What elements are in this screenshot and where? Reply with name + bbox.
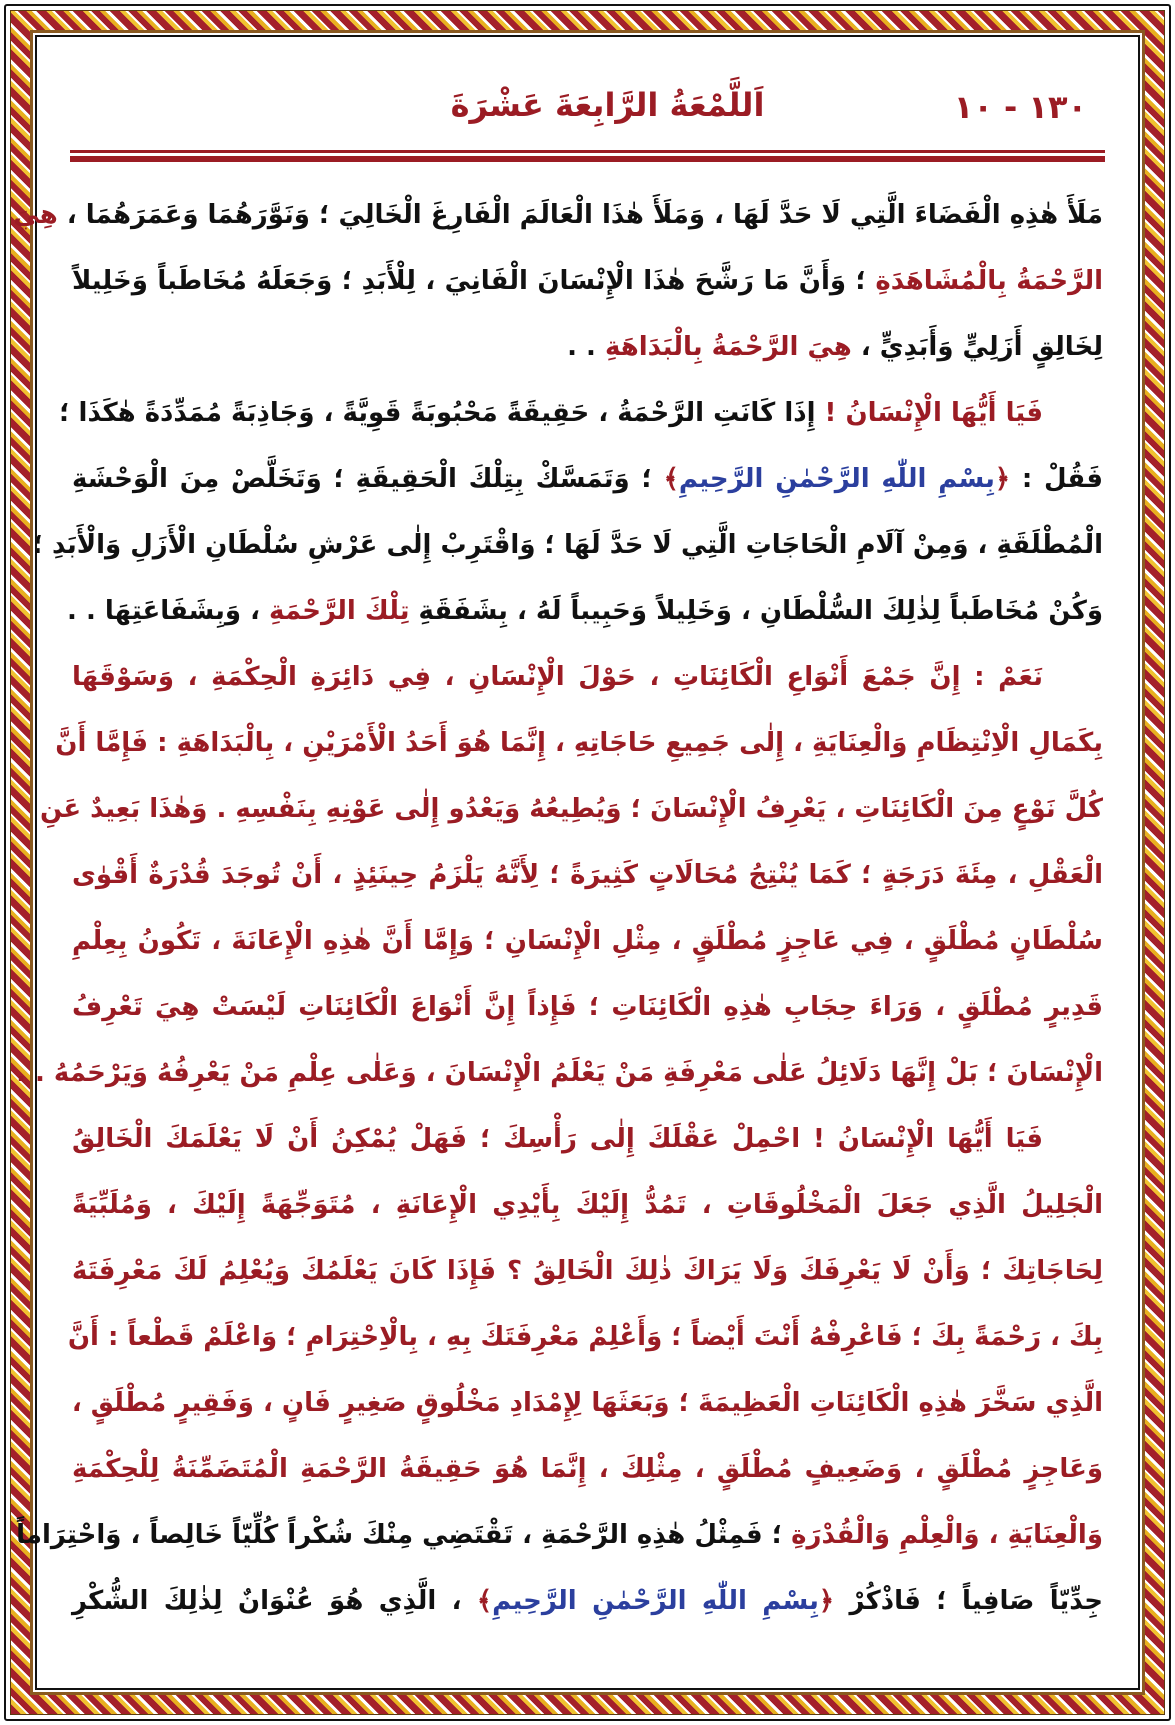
text-line	[72, 1568, 1103, 1634]
text-line	[72, 974, 1103, 1040]
text-line	[72, 1106, 1103, 1172]
text-line	[16, 1040, 1103, 1106]
highlighted-text: كُلَّ نَوْعٍ مِنَ الْكَائِنَاتِ ، يَعْرِفُ الْإِنْسَانَ ؛ وَيُطِيعُهُ وَيَعْدُو إِلٰى عَوْنِهِ بِنَفْسِهِ . وَهٰذَا بَعِيدٌ عَنِ	[39, 794, 1103, 824]
text-line	[72, 1436, 1103, 1502]
ornament-bracket: ﴿	[818, 1586, 835, 1616]
text-line	[39, 776, 1103, 842]
body-text: الْمُطْلَقَةِ ، وَمِنْ آلَامِ الْحَاجَاتِ الَّتِي لَا حَدَّ لَهَا ؛ وَاقْتَرِبْ إِلٰى عَرْشِ سُلْطَانِ الْأَزَلِ وَالْأَبَدِ ؛	[32, 530, 1103, 560]
highlighted-text: فَيَا أَيُّهَا الْإِنْسَانُ !	[815, 398, 1043, 428]
basmala-text: بِسْمِ اللّٰهِ الرَّحْمٰنِ الرَّحِيمِ	[678, 464, 995, 494]
body-text: جِدِّيّاً صَافِياً ؛ فَاذْكُرْ	[834, 1586, 1103, 1616]
text-line	[72, 314, 1103, 380]
text-line	[55, 710, 1103, 776]
ornament-bracket: ﴾	[663, 464, 679, 494]
highlighted-text: قَدِيرٍ مُطْلَقٍ ، وَرَاءَ حِجَابِ هٰذِهِ الْكَائِنَاتِ ؛ فَإِذاً إِنَّ أَنْوَاعَ الْكَائِنَاتِ لَيْسَتْ هِيَ تَعْرِفُ	[72, 992, 1103, 1022]
body-text: ؛ وَتَمَسَّكْ بِتِلْكَ الْحَقِيقَةِ ؛ وَتَخَلَّصْ مِنَ الْوَحْشَةِ	[72, 464, 664, 494]
text-line	[67, 578, 1103, 644]
text-line	[72, 248, 1103, 314]
highlighted-text: الرَّحْمَةُ بِالْمُشَاهَدَةِ	[865, 266, 1103, 296]
highlighted-text: سُلْطَانٍ مُطْلَقٍ ، فِي عَاجِزٍ مُطْلَقٍ ، مِثْلِ الْإِنْسَانِ ؛ وَإِمَّا أَنَّ هٰذِهِ الْإِعَانَةَ ، تَكُونُ بِعِلْمِ	[72, 926, 1103, 956]
text-line	[72, 842, 1103, 908]
text-line	[67, 1304, 1103, 1370]
highlighted-text: الْإِنْسَانَ ؛ بَلْ إِنَّهَا دَلَائِلُ عَلٰى مَعْرِفَةِ مَنْ يَعْلَمُ الْإِنْسَانَ ، وَعَلٰى عِلْمِ مَنْ يَعْرِفُهُ وَيَرْحَمُهُ . .	[16, 1058, 1103, 1088]
highlighted-text: هِيَ الرَّحْمَةُ بِالْبَدَاهَةِ	[595, 332, 852, 362]
text-line	[59, 380, 1103, 446]
highlighted-text: لِحَاجَاتِكَ ؛ وَأَنْ لَا يَعْرِفَكَ وَلَا يَرَاكَ ذٰلِكَ الْخَالِقُ ؟ فَإِذَا كَانَ يَعْلَمُكَ وَيُعْلِمُ لَكَ مَعْرِفَتَهُ	[72, 1256, 1103, 1286]
text-line	[72, 908, 1103, 974]
body-text: ؛ فَمِثْلُ هٰذِهِ الرَّحْمَةِ ، تَقْتَضِي مِنْكَ شُكْراً كُلِّيّاً خَالِصاً ، وَاحْتِرَاماً	[16, 1520, 783, 1550]
page-header	[70, 80, 1105, 140]
highlighted-text: الْعَقْلِ ، مِئَةَ دَرَجَةٍ ؛ كَمَا يُنْتِجُ مُحَالَاتٍ كَثِيرَةً ؛ لِأَنَّهُ يَلْزَمُ حِينَئِذٍ ، أَنْ تُوجَدَ قُدْرَةٌ أَقْوٰى	[72, 860, 1103, 890]
text-line	[72, 446, 1103, 512]
ornament-bracket: ﴿	[994, 464, 1011, 494]
body-text: وَكُنْ مُخَاطَباً لِذٰلِكَ السُّلْطَانِ ، وَخَلِيلاً وَحَبِيباً لَهُ ، بِشَفَقَةِ	[409, 596, 1103, 626]
text-line	[32, 512, 1103, 578]
section-title: اَللَّمْعَةُ الرَّابِعَةَ عَشْرَةَ	[450, 86, 765, 124]
page-body-text	[13, 182, 1103, 1634]
body-text: . .	[567, 332, 596, 362]
body-text: ؛ وَأَنَّ مَا رَشَّحَ هٰذَا الْإِنْسَانَ الْفَانِيَ ، لِلْأَبَدِ ؛ وَجَعَلَهُ مُخَاطَباً وَخَلِيلاً	[72, 266, 866, 296]
body-text: ، الَّذِي هُوَ عُنْوَانٌ لِذٰلِكَ الشُّكْرِ	[72, 1586, 477, 1616]
text-line	[72, 1172, 1103, 1238]
body-text: فَقُلْ :	[1010, 464, 1103, 494]
highlighted-text: الَّذِي سَخَّرَ هٰذِهِ الْكَائِنَاتِ الْعَظِيمَةَ ؛ وَبَعَثَهَا لِإِمْدَادِ مَخْلُوقٍ صَغِيرٍ فَانٍ ، وَفَقِيرٍ مُطْلَقٍ ،	[71, 1388, 1103, 1418]
text-line	[72, 644, 1103, 710]
text-line	[72, 1370, 1103, 1436]
page-number: ١٣٠ - ١٠	[953, 88, 1087, 126]
highlighted-text: الْجَلِيلُ الَّذِي جَعَلَ الْمَخْلُوقَاتِ ، تَمُدُّ إِلَيْكَ بِأَيْدِي الْإِعَانَةِ ، مُتَوَجِّهَةً إِلَيْكَ ، وَمُلَبِّيَةً	[72, 1190, 1103, 1220]
highlighted-text: وَالْعِنَايَةِ ، وَالْعِلْمِ وَالْقُدْرَةِ	[782, 1520, 1103, 1550]
highlighted-text: فَيَا أَيُّهَا الْإِنْسَانُ ! احْمِلْ عَقْلَكَ إِلٰى رَأْسِكَ ؛ فَهَلْ يُمْكِنُ أَنْ لَا يَعْلَمَكَ الْخَالِقُ	[72, 1124, 1043, 1154]
body-text: إِذَا كَانَتِ الرَّحْمَةُ ، حَقِيقَةً مَحْبُوبَةً قَوِيَّةً ، وَجَاذِبَةً مُمَدِّدَةً هٰكَذَا ؛	[59, 398, 816, 428]
text-line	[72, 1238, 1103, 1304]
highlighted-text: نَعَمْ : إِنَّ جَمْعَ أَنْوَاعِ الْكَائِنَاتِ ، حَوْلَ الْإِنْسَانِ ، فِي دَائِرَةِ الْحِكْمَةِ ، وَسَوْقَهَا	[72, 662, 1043, 692]
body-text: لِخَالِقٍ أَزَلِيٍّ وَأَبَدِيٍّ ،	[851, 332, 1103, 362]
highlighted-text: بِكَ ، رَحْمَةً بِكَ ؛ فَاعْرِفْهُ أَنْتَ أَيْضاً ؛ وَأَعْلِمْ مَعْرِفَتَكَ بِهِ ، بِالْاِحْتِرَامِ ؛ وَاعْلَمْ قَطْعاً : أَنَّ	[67, 1322, 1103, 1352]
highlighted-text: وَعَاجِزٍ مُطْلَقٍ ، وَضَعِيفٍ مُطْلَقٍ ، مِثْلِكَ ، إِنَّمَا هُوَ حَقِيقَةُ الرَّحْمَةِ الْمُتَضَمِّنَةُ لِلْحِكْمَةِ	[72, 1454, 1103, 1484]
highlighted-text: تِلْكَ الرَّحْمَةِ	[269, 596, 410, 626]
header-divider	[70, 150, 1105, 162]
highlighted-text: هِيَ	[13, 200, 58, 230]
text-line	[16, 1502, 1103, 1568]
basmala-text: بِسْمِ اللّٰهِ الرَّحْمٰنِ الرَّحِيمِ	[492, 1586, 819, 1616]
body-text: ، وَبِشَفَاعَتِهَا . .	[67, 596, 270, 626]
highlighted-text: بِكَمَالِ الْاِنْتِظَامِ وَالْعِنَايَةِ ، إِلٰى جَمِيعِ حَاجَاتِهِ ، إِنَّمَا هُوَ أَحَدُ الْأَمْرَيْنِ ، بِالْبَدَاهَةِ : فَإِمَّا أَنَّ	[55, 728, 1103, 758]
text-line	[13, 182, 1103, 248]
ornament-bracket: ﴾	[476, 1586, 493, 1616]
body-text: مَلَأَ هٰذِهِ الْفَضَاءَ الَّتِي لَا حَدَّ لَهَا ، وَمَلَأَ هٰذَا الْعَالَمَ الْفَارِغَ الْخَالِيَ ؛ وَنَوَّرَهُمَا وَعَمَرَهُمَا ،	[57, 200, 1103, 230]
